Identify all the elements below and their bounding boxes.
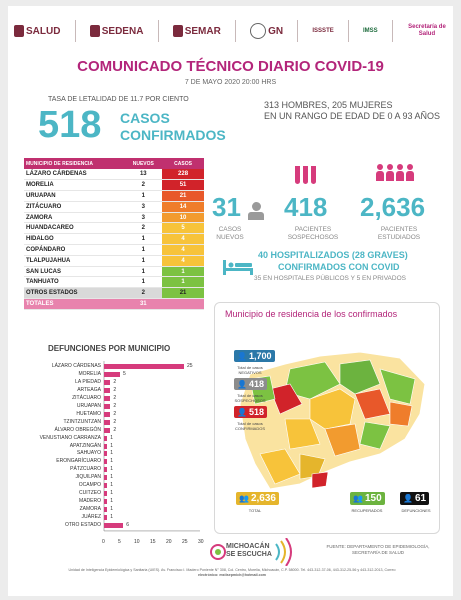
- cell-casos: 14: [162, 201, 204, 212]
- col-header-casos: CASOS: [162, 158, 204, 169]
- sedena-logo: SEDENA: [90, 25, 144, 37]
- issste-logo: ISSSTE: [312, 27, 334, 34]
- suspected-map-label: Total de casos SOSPECHOSOS: [234, 393, 266, 403]
- cell-nuevos: 1: [124, 266, 162, 277]
- bar-value: 1: [110, 506, 113, 513]
- bar: [104, 499, 107, 504]
- bar-label: ZAMORA: [79, 506, 101, 513]
- confirmed-map-label: Total de casos CONFIRMADOS: [235, 421, 265, 431]
- table-row: [24, 266, 204, 277]
- bar-value: 1: [110, 490, 113, 497]
- bar: [104, 483, 107, 488]
- table-row: [24, 191, 204, 202]
- cell-nuevos: 2: [124, 223, 162, 234]
- bar-value: 2: [113, 386, 117, 393]
- cell-nuevos: 31: [124, 299, 162, 310]
- table-row-otros: [24, 288, 204, 299]
- new-cases-count: 31: [212, 192, 241, 222]
- bar-value: 5: [123, 370, 126, 377]
- cell-municipio: HUANDACAREO: [24, 223, 124, 234]
- person-icon: [376, 164, 384, 180]
- deaths-chart-title: DEFUNCIONES POR MUNICIPIO: [48, 344, 171, 353]
- bar-label: VENUSTIANO CARRANZA: [39, 434, 101, 441]
- cell-nuevos: 1: [124, 255, 162, 266]
- bar-value: 2: [113, 426, 117, 433]
- bar-label: ZITÁCUARO: [72, 394, 101, 401]
- bar-value: 1: [110, 474, 113, 481]
- table-row: [24, 277, 204, 288]
- bar-label: JUÁREZ: [81, 514, 101, 521]
- footer-address: Unidad de Inteligencia Epidemiológica y Sanitaria (UIES). Av. Francisco I. Madero Poniente N° 308, Col. Centro, Morelia, Michoacán, C.P. 58000. Tel. 443-312-37-06, 443-312-25-56 y 443-312-2013, Correo electrónico: mstisepmich@hotmail.com: [68, 568, 396, 577]
- negatives-label: Total de casos NEGATIVOS: [237, 365, 263, 375]
- bar-value: 2: [113, 378, 117, 385]
- cell-casos: 1: [162, 277, 204, 288]
- x-tick-label: 30: [198, 539, 204, 545]
- cell-casos: 4: [162, 234, 204, 245]
- x-tick-label: 0: [102, 539, 105, 545]
- hospitalized-text: 40 HOSPITALIZADOS (28 GRAVES): [258, 250, 408, 260]
- cell-casos: 4: [162, 245, 204, 256]
- gn-logo: GN: [250, 23, 283, 39]
- person-icon: [248, 202, 264, 218]
- bar: [104, 372, 120, 377]
- cell-nuevos: 1: [124, 234, 162, 245]
- cell-municipio: OTROS ESTADOS: [24, 288, 124, 299]
- total-label: TOTAL: [248, 508, 262, 513]
- bar-value: 6: [126, 522, 129, 528]
- table-row: [24, 255, 204, 266]
- bar: [104, 523, 123, 528]
- new-cases-label: CASOS NUEVOS: [216, 226, 244, 241]
- table-row: [24, 180, 204, 191]
- deaths-badge: 👤 61: [400, 492, 429, 505]
- semar-logo: SEMAR: [173, 25, 221, 37]
- page-title: COMUNICADO TÉCNICO DIARIO COVID-19: [77, 58, 384, 75]
- bar-value: 25: [187, 363, 193, 369]
- cell-casos: 4: [162, 255, 204, 266]
- bar-value: 1: [110, 434, 113, 441]
- logo-bar: [14, 12, 447, 50]
- bar: [104, 412, 110, 417]
- table-row: [24, 201, 204, 212]
- bar-label: JIQUILPAN: [75, 474, 101, 481]
- bar-label: PÁTZCUARO: [70, 466, 101, 473]
- cell-nuevos: 2: [124, 180, 162, 191]
- cell-nuevos: 1: [124, 245, 162, 256]
- suspected-label: PACIENTES SOSPECHOSOS: [287, 226, 339, 241]
- cell-nuevos: 13: [124, 169, 162, 180]
- bar: [104, 380, 110, 385]
- col-header-municipio: MUNICIPIO DE RESIDENCIA: [24, 158, 124, 169]
- studied-label: PACIENTES ESTUDIADOS: [377, 226, 421, 241]
- cell-nuevos: 3: [124, 212, 162, 223]
- cell-casos: 21: [162, 288, 204, 299]
- table-row: [24, 212, 204, 223]
- cell-municipio: MORELIA: [24, 180, 124, 191]
- bulletin-page: [8, 6, 453, 596]
- bar-value: 1: [110, 466, 113, 473]
- confirmed-count: 518: [38, 104, 102, 146]
- bar: [104, 364, 184, 369]
- deaths-label: DEFUNCIONES: [401, 508, 431, 513]
- cell-nuevos: 3: [124, 201, 162, 212]
- cell-casos: 1: [162, 266, 204, 277]
- bar: [104, 420, 110, 425]
- bar-value: 2: [113, 410, 117, 417]
- cell-municipio: TOTALES: [24, 299, 124, 310]
- person-icon: [406, 164, 414, 180]
- bar-value: 1: [110, 442, 113, 449]
- bar-label: LÁZARO CÁRDENAS: [51, 363, 101, 369]
- confirmed-badge: 👤 518: [234, 406, 267, 418]
- bar-value: 2: [113, 394, 117, 401]
- bar-value: 1: [110, 482, 113, 489]
- cell-municipio: ZAMORA: [24, 212, 124, 223]
- bar: [104, 444, 107, 449]
- test-tube-icon: [303, 166, 308, 184]
- cell-municipio: HIDALGO: [24, 234, 124, 245]
- cell-municipio: LÁZARO CÁRDENAS: [24, 169, 124, 180]
- cell-casos: 228: [162, 169, 204, 180]
- cell-municipio: TANHUATO: [24, 277, 124, 288]
- recovered-badge: 👥 150: [350, 492, 385, 505]
- recovered-label: RECUPERADOS: [351, 508, 383, 513]
- bar-label: CUITZEO: [79, 490, 101, 497]
- table-row: [24, 169, 204, 180]
- table-row: [24, 245, 204, 256]
- cell-casos: 10: [162, 212, 204, 223]
- municipality-table: [24, 158, 204, 310]
- michoacan-escucha-text: MICHOACÁN SE ESCUCHA: [226, 543, 272, 558]
- person-icon: [386, 164, 394, 180]
- bar-label: APATZINGÁN: [69, 442, 101, 449]
- bar: [104, 388, 110, 393]
- bar-label: URUAPAN: [76, 402, 101, 409]
- col-header-nuevos: NUEVOS: [124, 158, 162, 169]
- bar: [104, 475, 107, 480]
- cell-casos: 51: [162, 180, 204, 191]
- bar-label: HUETAMO: [76, 410, 101, 417]
- bar-value: 2: [113, 418, 117, 425]
- source-note: FUENTE: DEPARTAMENTO DE EPIDEMIOLOGÍA, SECRETARÍA DE SALUD: [326, 544, 430, 555]
- confirmed-label: CASOS CONFIRMADOS: [120, 110, 226, 143]
- bar: [104, 459, 107, 464]
- cell-casos: 21: [162, 191, 204, 202]
- bar-label: OTRO ESTADO: [64, 522, 101, 528]
- cell-nuevos: 1: [124, 191, 162, 202]
- table-row: [24, 234, 204, 245]
- salud-logo: SALUD: [14, 25, 60, 37]
- negatives-badge: 👤 1,700: [234, 350, 275, 362]
- x-tick-label: 10: [134, 539, 140, 545]
- secretaria-salud-logo: Secretaría de Salud: [408, 24, 446, 37]
- bar: [104, 404, 110, 409]
- bar-label: SAHUAYO: [76, 450, 101, 457]
- cell-municipio: ZITÁCUARO: [24, 201, 124, 212]
- bar: [104, 428, 110, 433]
- bar-label: LA PIEDAD: [75, 378, 101, 385]
- bar: [104, 396, 110, 401]
- bar-label: ERONGARÍCUARO: [56, 458, 101, 465]
- cell-nuevos: 2: [124, 288, 162, 299]
- bar-label: ARTEAGA: [77, 386, 101, 393]
- bar: [104, 507, 107, 512]
- bar-label: ÁLVARO OBREGÓN: [54, 426, 101, 433]
- cell-municipio: COPÁNDARO: [24, 245, 124, 256]
- x-tick-label: 5: [118, 539, 121, 545]
- cell-nuevos: 1: [124, 277, 162, 288]
- table-row-totales: [24, 299, 204, 310]
- cell-casos: [162, 299, 204, 310]
- bar-label: OCAMPO: [78, 482, 101, 489]
- bar-label: MADERO: [79, 498, 101, 505]
- imss-logo: IMSS: [363, 27, 378, 34]
- test-tube-icon: [295, 166, 300, 184]
- bar-value: 1: [110, 450, 113, 457]
- bar-value: 1: [110, 498, 113, 505]
- suspected-badge: 👤 418: [234, 378, 267, 390]
- bar-value: 1: [110, 514, 113, 521]
- report-date: 7 DE MAYO 2020 20:00 HRS: [184, 79, 277, 86]
- bar: [104, 436, 107, 441]
- cell-municipio: TLALPUJAHUA: [24, 255, 124, 266]
- bar: [104, 515, 107, 520]
- bar: [104, 491, 107, 496]
- x-tick-label: 20: [166, 539, 172, 545]
- bar-label: TZINTZUNTZAN: [63, 418, 101, 425]
- person-icon: [396, 164, 404, 180]
- bar: [104, 467, 107, 472]
- test-tube-icon: [311, 166, 316, 184]
- demographics-text: 313 HOMBRES, 205 MUJERES EN UN RANGO DE EDAD DE 0 A 93 AÑOS: [264, 100, 441, 121]
- hospitalized-confirmed-text: CONFIRMADOS CON COVID: [278, 262, 400, 272]
- total-badge: 👥 2,636: [236, 492, 279, 505]
- bar-value: 1: [110, 458, 113, 465]
- hospital-bed-icon: [222, 258, 254, 276]
- cell-municipio: SAN LUCAS: [24, 266, 124, 277]
- cell-casos: 5: [162, 223, 204, 234]
- hospitalized-detail-text: 35 EN HOSPITALES PÚBLICOS Y 5 EN PRIVADOS: [254, 275, 406, 282]
- studied-count: 2,636: [360, 192, 426, 222]
- cell-municipio: URUAPAN: [24, 191, 124, 202]
- lethality-rate: TASA DE LETALIDAD DE 11.7 POR CIENTO: [48, 96, 189, 103]
- x-tick-label: 25: [182, 539, 188, 545]
- map-title: Municipio de residencia de los confirmados: [225, 309, 398, 319]
- suspected-count: 418: [284, 192, 328, 222]
- table-row: [24, 223, 204, 234]
- bar-label: MORELIA: [78, 370, 101, 377]
- bar-value: 2: [113, 402, 117, 409]
- bar: [104, 451, 107, 456]
- x-tick-label: 15: [150, 539, 156, 545]
